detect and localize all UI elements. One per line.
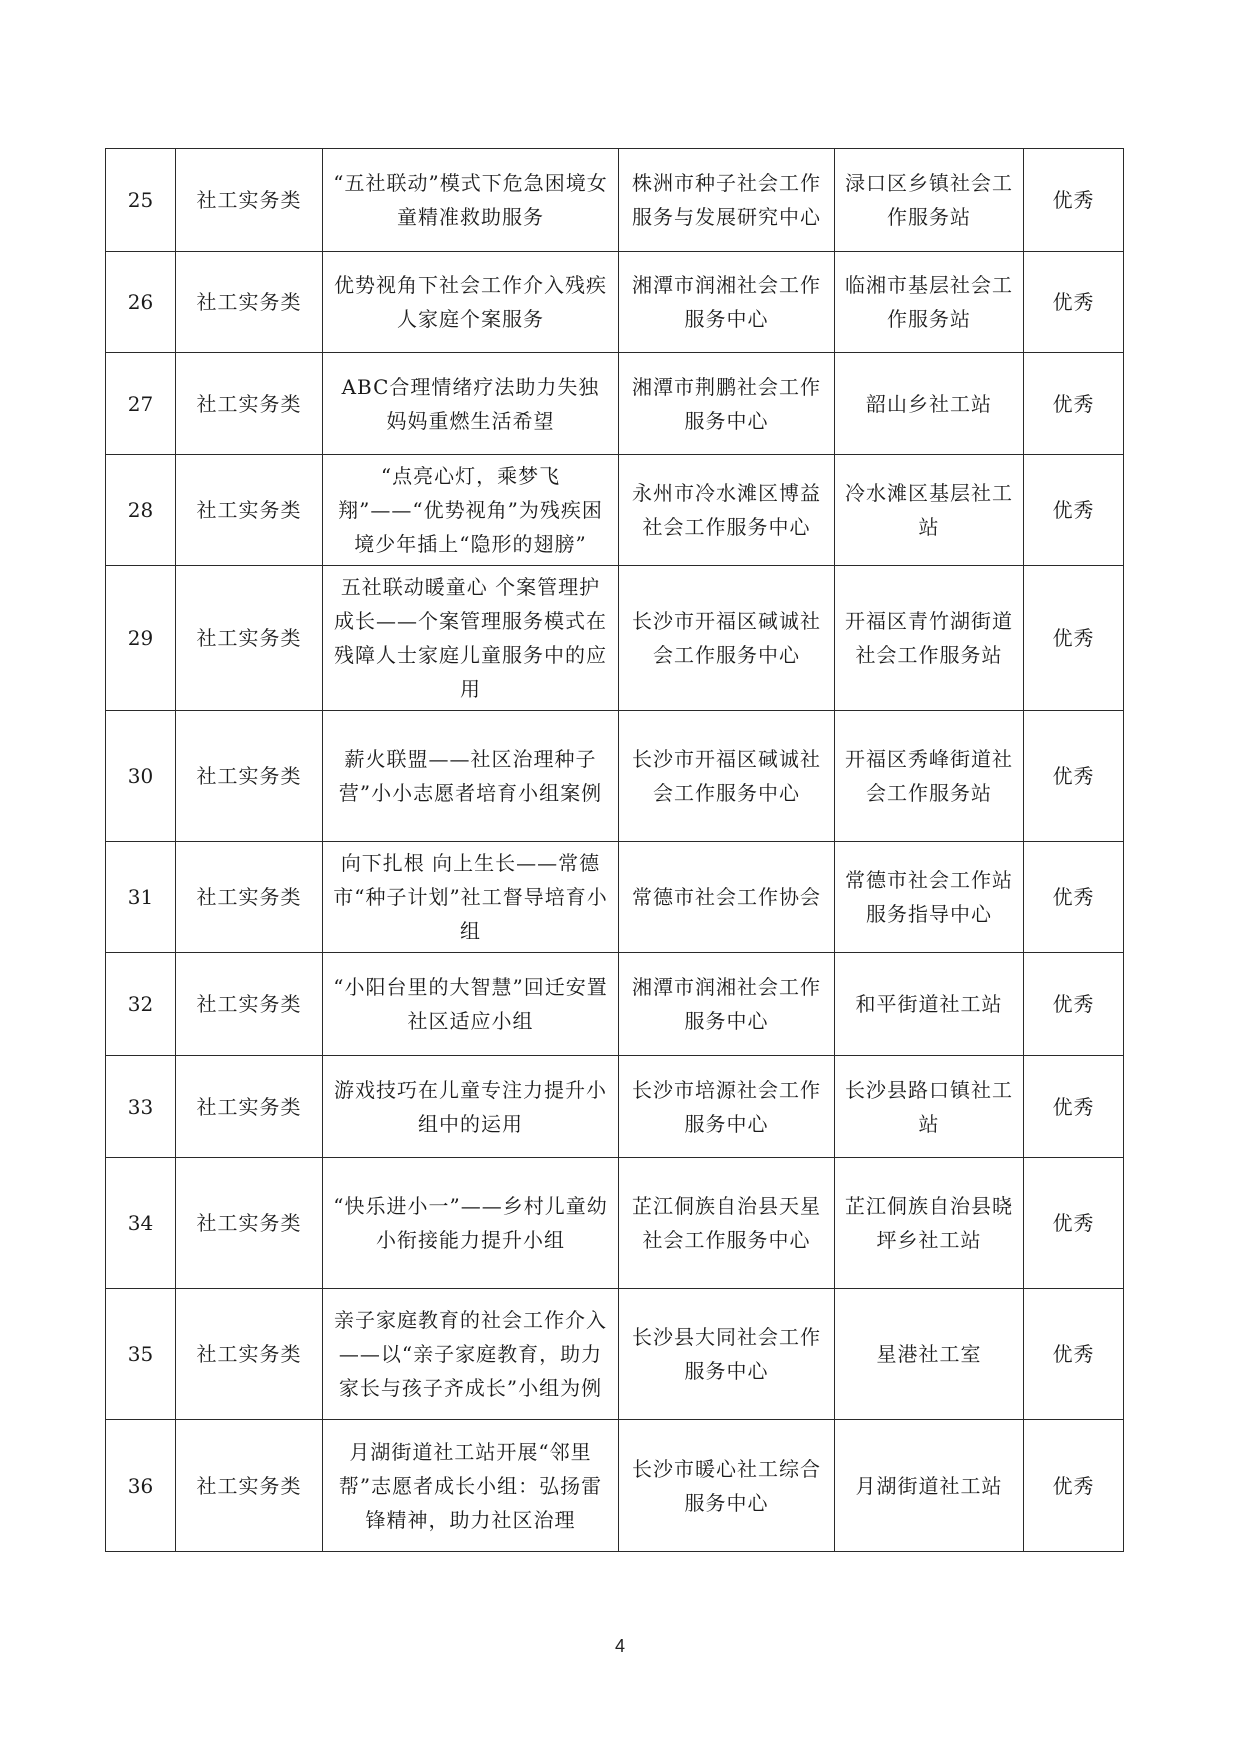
organization-cell: 湘潭市润湘社会工作服务中心 bbox=[619, 252, 835, 353]
category-cell: 社工实务类 bbox=[176, 953, 323, 1056]
row-number: 34 bbox=[106, 1158, 176, 1289]
row-number: 29 bbox=[106, 566, 176, 711]
grade-cell: 优秀 bbox=[1024, 1289, 1124, 1420]
project-title-cell: 优势视角下社会工作介入残疾人家庭个案服务 bbox=[323, 252, 619, 353]
table-row bbox=[106, 1158, 1124, 1289]
grade-cell: 优秀 bbox=[1024, 455, 1124, 566]
grade-cell: 优秀 bbox=[1024, 1056, 1124, 1158]
category-cell: 社工实务类 bbox=[176, 455, 323, 566]
organization-cell: 株洲市种子社会工作服务与发展研究中心 bbox=[619, 149, 835, 252]
grade-cell: 优秀 bbox=[1024, 353, 1124, 455]
table-row bbox=[106, 149, 1124, 252]
category-cell: 社工实务类 bbox=[176, 1056, 323, 1158]
table-row bbox=[106, 252, 1124, 353]
station-cell: 渌口区乡镇社会工作服务站 bbox=[835, 149, 1024, 252]
grade-cell: 优秀 bbox=[1024, 953, 1124, 1056]
category-cell: 社工实务类 bbox=[176, 149, 323, 252]
station-cell: 临湘市基层社会工作服务站 bbox=[835, 252, 1024, 353]
project-title-cell: ABC合理情绪疗法助力失独妈妈重燃生活希望 bbox=[323, 353, 619, 455]
organization-cell: 长沙县大同社会工作服务中心 bbox=[619, 1289, 835, 1420]
row-number: 35 bbox=[106, 1289, 176, 1420]
organization-cell: 永州市冷水滩区博益社会工作服务中心 bbox=[619, 455, 835, 566]
category-cell: 社工实务类 bbox=[176, 1420, 323, 1552]
category-cell: 社工实务类 bbox=[176, 1158, 323, 1289]
row-number: 33 bbox=[106, 1056, 176, 1158]
organization-cell: 常德市社会工作协会 bbox=[619, 842, 835, 953]
station-cell: 常德市社会工作站服务指导中心 bbox=[835, 842, 1024, 953]
organization-cell: 湘潭市润湘社会工作服务中心 bbox=[619, 953, 835, 1056]
organization-cell: 芷江侗族自治县天星社会工作服务中心 bbox=[619, 1158, 835, 1289]
grade-cell: 优秀 bbox=[1024, 1420, 1124, 1552]
grade-cell: 优秀 bbox=[1024, 711, 1124, 842]
row-number: 26 bbox=[106, 252, 176, 353]
row-number: 30 bbox=[106, 711, 176, 842]
table-row bbox=[106, 566, 1124, 711]
project-title-cell: 亲子家庭教育的社会工作介入 ——以“亲子家庭教育，助力家长与孩子齐成长”小组为例 bbox=[323, 1289, 619, 1420]
station-cell: 冷水滩区基层社工站 bbox=[835, 455, 1024, 566]
row-number: 27 bbox=[106, 353, 176, 455]
station-cell: 星港社工室 bbox=[835, 1289, 1024, 1420]
project-title-cell: 薪火联盟——社区治理种子营”小小志愿者培育小组案例 bbox=[323, 711, 619, 842]
table-row bbox=[106, 1289, 1124, 1420]
project-title-cell: 月湖街道社工站开展“邻里帮”志愿者成长小组：弘扬雷锋精神，助力社区治理 bbox=[323, 1420, 619, 1552]
station-cell: 开福区秀峰街道社会工作服务站 bbox=[835, 711, 1024, 842]
grade-cell: 优秀 bbox=[1024, 566, 1124, 711]
station-cell: 开福区青竹湖街道社会工作服务站 bbox=[835, 566, 1024, 711]
row-number: 31 bbox=[106, 842, 176, 953]
page-number: 4 bbox=[614, 1636, 625, 1656]
row-number: 28 bbox=[106, 455, 176, 566]
table-row bbox=[106, 1056, 1124, 1158]
grade-cell: 优秀 bbox=[1024, 252, 1124, 353]
category-cell: 社工实务类 bbox=[176, 252, 323, 353]
organization-cell: 湘潭市荆鹏社会工作服务中心 bbox=[619, 353, 835, 455]
table-row bbox=[106, 953, 1124, 1056]
table-row bbox=[106, 353, 1124, 455]
table-row bbox=[106, 455, 1124, 566]
station-cell: 和平街道社工站 bbox=[835, 953, 1024, 1056]
station-cell: 长沙县路口镇社工站 bbox=[835, 1056, 1024, 1158]
organization-cell: 长沙市开福区䂸诚社会工作服务中心 bbox=[619, 566, 835, 711]
station-cell: 月湖街道社工站 bbox=[835, 1420, 1024, 1552]
category-cell: 社工实务类 bbox=[176, 1289, 323, 1420]
category-cell: 社工实务类 bbox=[176, 711, 323, 842]
grade-cell: 优秀 bbox=[1024, 1158, 1124, 1289]
table-row bbox=[106, 1420, 1124, 1552]
table-row bbox=[106, 842, 1124, 953]
grade-cell: 优秀 bbox=[1024, 149, 1124, 252]
category-cell: 社工实务类 bbox=[176, 842, 323, 953]
category-cell: 社工实务类 bbox=[176, 353, 323, 455]
project-title-cell: “快乐进小一”——乡村儿童幼小衔接能力提升小组 bbox=[323, 1158, 619, 1289]
project-title-cell: “五社联动”模式下危急困境女童精准救助服务 bbox=[323, 149, 619, 252]
row-number: 25 bbox=[106, 149, 176, 252]
project-title-cell: “点亮心灯，乘梦飞翔”——“优势视角”为残疾困境少年插上“隐形的翅膀” bbox=[323, 455, 619, 566]
project-title-cell: “小阳台里的大智慧”回迁安置社区适应小组 bbox=[323, 953, 619, 1056]
row-number: 32 bbox=[106, 953, 176, 1056]
station-cell: 芷江侗族自治县晓坪乡社工站 bbox=[835, 1158, 1024, 1289]
project-title-cell: 向下扎根 向上生长——常德市“种子计划”社工督导培育小组 bbox=[323, 842, 619, 953]
station-cell: 韶山乡社工站 bbox=[835, 353, 1024, 455]
organization-cell: 长沙市暖心社工综合服务中心 bbox=[619, 1420, 835, 1552]
project-title-cell: 游戏技巧在儿童专注力提升小组中的运用 bbox=[323, 1056, 619, 1158]
project-title-cell: 五社联动暖童心 个案管理护成长——个案管理服务模式在残障人士家庭儿童服务中的应用 bbox=[323, 566, 619, 711]
grade-cell: 优秀 bbox=[1024, 842, 1124, 953]
table-row bbox=[106, 711, 1124, 842]
organization-cell: 长沙市培源社会工作服务中心 bbox=[619, 1056, 835, 1158]
award-table bbox=[105, 148, 1124, 1552]
row-number: 36 bbox=[106, 1420, 176, 1552]
category-cell: 社工实务类 bbox=[176, 566, 323, 711]
organization-cell: 长沙市开福区䂸诚社会工作服务中心 bbox=[619, 711, 835, 842]
